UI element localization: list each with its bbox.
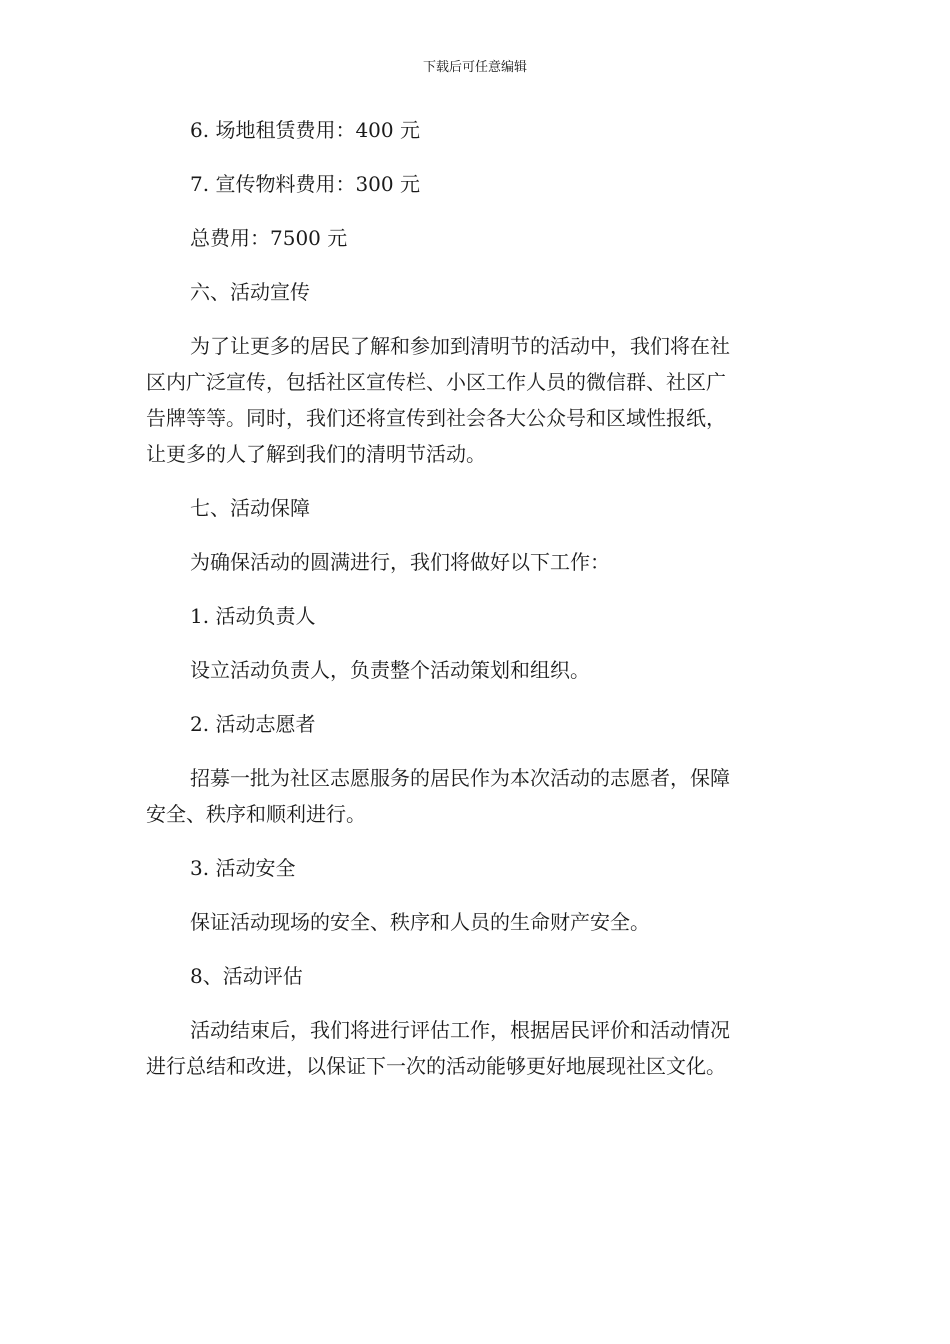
- paragraph-line: 让更多的人了解到我们的清明节活动。: [146, 442, 486, 466]
- section-6-title: 六、活动宣传: [190, 280, 310, 304]
- paragraph-line: 进行总结和改进，以保证下一次的活动能够更好地展现社区文化。: [146, 1054, 726, 1078]
- paragraph-line: 活动结束后，我们将进行评估工作，根据居民评价和活动情况: [190, 1018, 730, 1042]
- paragraph-line: 安全、秩序和顺利进行。: [146, 802, 366, 826]
- section-6-paragraph: [146, 328, 806, 472]
- paragraph-line: 招募一批为社区志愿服务的居民作为本次活动的志愿者，保障: [190, 766, 730, 790]
- section-8-paragraph: [146, 1012, 806, 1084]
- document-body: [146, 112, 806, 1102]
- budget-item-7: 7. 宣传物料费用：300 元: [190, 172, 420, 196]
- section-8-title: 8、活动评估: [190, 964, 303, 988]
- section-7-intro: 为确保活动的圆满进行，我们将做好以下工作：: [190, 550, 610, 574]
- sub-1-text: 设立活动负责人，负责整个活动策划和组织。: [190, 658, 590, 682]
- sub-3-title: 3. 活动安全: [190, 856, 296, 880]
- paragraph-line: 告牌等等。同时，我们还将宣传到社会各大公众号和区域性报纸，: [146, 406, 726, 430]
- paragraph-line: 区内广泛宣传，包括社区宣传栏、小区工作人员的微信群、社区广: [146, 370, 726, 394]
- sub-1-title: 1. 活动负责人: [190, 604, 316, 628]
- page-header: 下载后可任意编辑: [422, 60, 527, 75]
- sub-2-paragraph: [146, 760, 806, 832]
- budget-item-6: 6. 场地租赁费用：400 元: [190, 118, 420, 142]
- budget-total: 总费用：7500 元: [190, 226, 348, 250]
- sub-2-title: 2. 活动志愿者: [190, 712, 316, 736]
- sub-3-text: 保证活动现场的安全、秩序和人员的生命财产安全。: [190, 910, 650, 934]
- section-7-title: 七、活动保障: [190, 496, 310, 520]
- paragraph-line: 为了让更多的居民了解和参加到清明节的活动中，我们将在社: [190, 334, 730, 358]
